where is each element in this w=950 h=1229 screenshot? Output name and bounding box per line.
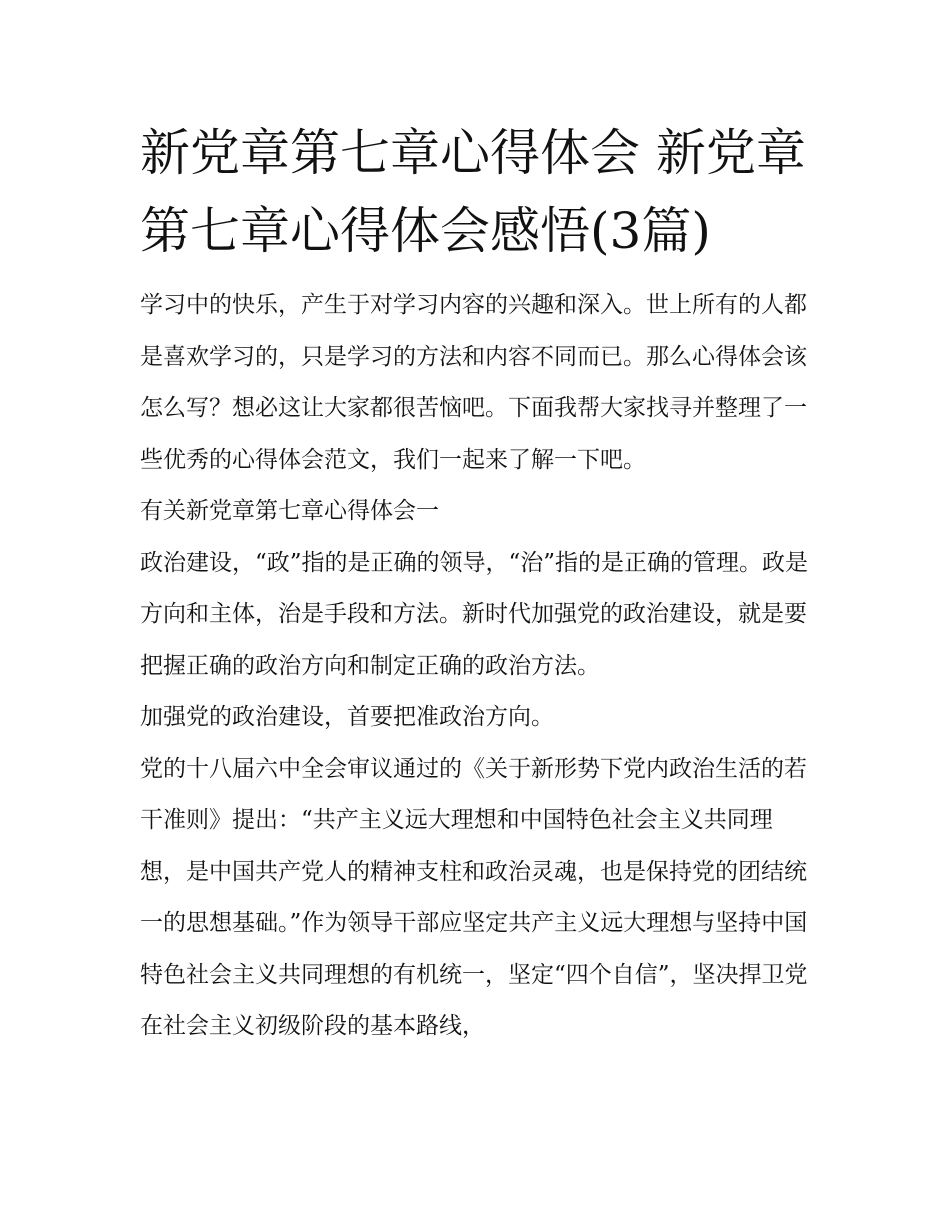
document-body — [140, 280, 816, 1053]
body-paragraph: 加强党的政治建设，首要把准政治方向。 — [140, 704, 554, 730]
body-paragraph: 党的十八届六中全会审议通过的《关于新形势下党内政治生活的若干准则》提出：“共产主义远大理想和中国特色社会主义共同理想，是中国共产党人的精神支柱和政治灵魂，也是保持党的团结统一的思想基础。”作为领导干部应坚定共产主义远大理想与坚持中国特色社会主义共同理想的有机统一，坚定“四个自信”，坚决捍卫党在社会主义初级阶段的基本路线， — [140, 755, 808, 1039]
document-title: 新党章第七章心得体会 新党章第七章心得体会感悟(3篇) — [140, 124, 806, 260]
intro-paragraph: 学习中的快乐，产生于对学习内容的兴趣和深入。世上所有的人都是喜欢学习的，只是学习的方法和内容不同而已。那么心得体会该怎么写？想必这让大家都很苦恼吧。下面我帮大家找寻并整理了一些优秀的心得体会范文，我们一起来了解一下吧。 — [140, 292, 807, 473]
body-paragraph: 政治建设，“政”指的是正确的领导，“治”指的是正确的管理。政是方向和主体，治是手段和方法。新时代加强党的政治建设，就是要把握正确的政治方向和制定正确的政治方法。 — [140, 549, 809, 679]
section-heading: 有关新党章第七章心得体会一 — [140, 498, 439, 524]
